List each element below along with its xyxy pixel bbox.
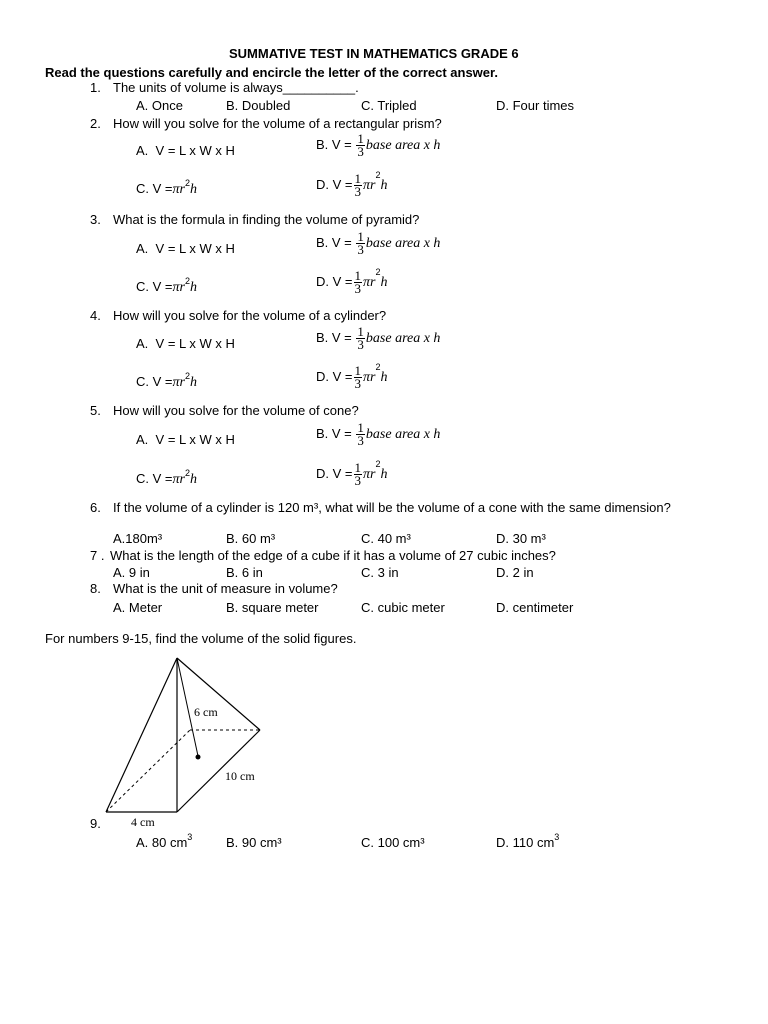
var-h: h xyxy=(380,177,388,193)
option-a[interactable] xyxy=(136,432,235,448)
var-r: r xyxy=(370,177,376,193)
option-b[interactable] xyxy=(316,326,440,351)
question-number: 3. xyxy=(90,212,101,227)
fraction-one-third xyxy=(354,173,363,198)
option-c[interactable]: C. 40 m³ xyxy=(361,531,411,546)
option-letter: C. V = xyxy=(136,181,173,196)
var-r: r xyxy=(179,182,185,197)
fraction-numerator: 1 xyxy=(357,229,364,244)
exponent: 2 xyxy=(375,267,381,277)
exponent: 2 xyxy=(375,459,381,469)
pi-symbol: π xyxy=(363,369,371,385)
option-letter: A. xyxy=(136,336,149,351)
fraction-denominator: 3 xyxy=(357,433,364,448)
option-letter: D. V = xyxy=(316,465,353,481)
instructions: Read the questions carefully and encircle the letter of the correct answer. xyxy=(45,65,498,80)
question-text: How will you solve for the volume of cone? xyxy=(113,403,359,418)
label-base: 4 cm xyxy=(131,815,155,829)
fraction-denominator: 3 xyxy=(357,337,364,352)
option-letter: A. xyxy=(136,432,149,447)
exponent: 2 xyxy=(375,170,381,180)
option-a[interactable] xyxy=(136,832,193,851)
option-b[interactable]: B. 90 cm³ xyxy=(226,835,282,850)
formula-base-area: base area x h xyxy=(365,235,441,251)
question-number: 9. xyxy=(90,816,101,831)
option-a[interactable]: A. Meter xyxy=(113,600,163,615)
option-letter: B. V = xyxy=(316,425,352,441)
option-letter: D. V = xyxy=(316,176,353,192)
question-number: 4. xyxy=(90,308,101,323)
option-a[interactable] xyxy=(136,143,235,159)
exponent: 2 xyxy=(184,276,190,286)
fraction-denominator: 3 xyxy=(354,473,361,488)
option-a[interactable]: A. Once xyxy=(136,98,183,113)
var-r: r xyxy=(179,472,185,487)
pi-symbol: π xyxy=(172,280,180,295)
exponent: 2 xyxy=(184,371,190,381)
question-number: 1. xyxy=(90,80,101,95)
question-text: What is the unit of measure in volume? xyxy=(113,581,338,596)
option-d[interactable]: D. 30 m³ xyxy=(496,531,546,546)
var-h: h xyxy=(380,274,388,290)
question-number: 6. xyxy=(90,500,101,515)
fraction-denominator: 3 xyxy=(354,281,361,296)
option-d[interactable]: D. Four times xyxy=(496,98,575,113)
fraction-numerator: 1 xyxy=(354,460,361,475)
fraction-denominator: 3 xyxy=(357,242,364,257)
formula-lwh: V = L x W x H xyxy=(155,336,235,351)
fraction-one-third xyxy=(356,422,365,447)
var-h: h xyxy=(380,369,388,385)
option-text: D. 110 cm xyxy=(496,835,555,850)
var-r: r xyxy=(370,274,376,290)
option-letter: C. V = xyxy=(136,374,173,389)
label-slant: 10 cm xyxy=(225,769,255,783)
exponent: 2 xyxy=(375,362,381,372)
pi-symbol: π xyxy=(172,375,180,390)
fraction-numerator: 1 xyxy=(357,324,364,339)
pi-symbol: π xyxy=(363,177,371,193)
option-c[interactable] xyxy=(136,178,197,198)
label-height: 6 cm xyxy=(194,705,218,719)
var-h: h xyxy=(189,375,197,390)
option-a[interactable]: A. 9 in xyxy=(113,565,150,580)
option-c[interactable]: C. Tripled xyxy=(361,98,417,113)
fraction-numerator: 1 xyxy=(357,131,364,146)
option-letter: C. V = xyxy=(136,279,173,294)
fraction-one-third xyxy=(354,365,363,390)
question-text: What is the length of the edge of a cube if it has a volume of 27 cubic inches? xyxy=(110,548,556,563)
exponent: 3 xyxy=(554,832,560,842)
option-b[interactable]: B. 60 m³ xyxy=(226,531,276,546)
option-letter: A. xyxy=(136,143,149,158)
fraction-one-third xyxy=(354,270,363,295)
question-number: 5. xyxy=(90,403,101,418)
formula-base-area: base area x h xyxy=(365,330,441,346)
option-letter: B. V = xyxy=(316,329,352,345)
option-c[interactable]: C. 3 in xyxy=(361,565,399,580)
fraction-one-third xyxy=(356,326,365,351)
fraction-one-third xyxy=(356,133,365,158)
question-number: 8. xyxy=(90,581,101,596)
option-letter: B. V = xyxy=(316,234,352,250)
question-number: 2. xyxy=(90,116,101,131)
formula-lwh: V = L x W x H xyxy=(155,143,235,158)
var-r: r xyxy=(179,280,185,295)
pi-symbol: π xyxy=(172,472,180,487)
option-letter: D. V = xyxy=(316,273,353,289)
fraction-denominator: 3 xyxy=(357,144,364,159)
fraction-one-third xyxy=(356,231,365,256)
option-a[interactable] xyxy=(136,241,235,257)
option-b[interactable]: B. 6 in xyxy=(226,565,263,580)
option-c[interactable] xyxy=(136,276,197,296)
var-h: h xyxy=(380,466,388,482)
question-text: What is the formula in finding the volume of pyramid? xyxy=(113,212,420,227)
option-c[interactable] xyxy=(136,371,197,391)
option-d[interactable]: D. centimeter xyxy=(496,600,574,615)
fraction-denominator: 3 xyxy=(354,376,361,391)
formula-base-area: base area x h xyxy=(365,137,441,153)
option-d[interactable] xyxy=(316,170,388,199)
pi-symbol: π xyxy=(363,274,371,290)
question-text: How will you solve for the volume of a rectangular prism? xyxy=(113,116,442,131)
option-d[interactable] xyxy=(316,362,388,391)
option-a[interactable] xyxy=(136,336,235,352)
var-h: h xyxy=(189,472,197,487)
question-number: 7 . xyxy=(90,548,105,563)
page-title: SUMMATIVE TEST IN MATHEMATICS GRADE 6 xyxy=(229,46,519,61)
formula-lwh: V = L x W x H xyxy=(155,432,235,447)
pyramid-figure xyxy=(100,652,300,832)
apex-foot-dot xyxy=(196,755,201,760)
var-r: r xyxy=(370,369,376,385)
option-c[interactable] xyxy=(136,468,197,488)
option-letter: C. V = xyxy=(136,471,173,486)
option-b[interactable]: B. Doubled xyxy=(226,98,291,113)
exponent: 2 xyxy=(184,468,190,478)
question-text: If the volume of a cylinder is 120 m³, what will be the volume of a cone with the same dimension? xyxy=(113,500,671,515)
fraction-numerator: 1 xyxy=(354,363,361,378)
option-c[interactable]: C. cubic meter xyxy=(361,600,445,615)
option-b[interactable] xyxy=(316,422,440,447)
pi-symbol: π xyxy=(363,466,371,482)
fraction-numerator: 1 xyxy=(357,420,364,435)
option-letter: A. xyxy=(136,241,149,256)
exponent: 2 xyxy=(184,178,190,188)
option-c[interactable]: C. 100 cm³ xyxy=(361,835,425,850)
option-d[interactable] xyxy=(316,267,388,296)
formula-lwh: V = L x W x H xyxy=(155,241,235,256)
option-b[interactable] xyxy=(316,231,440,256)
option-d[interactable]: D. 2 in xyxy=(496,565,534,580)
var-h: h xyxy=(189,182,197,197)
var-h: h xyxy=(189,280,197,295)
var-r: r xyxy=(370,466,376,482)
var-r: r xyxy=(179,375,185,390)
question-text: The units of volume is always__________. xyxy=(113,80,359,95)
fraction-denominator: 3 xyxy=(354,184,361,199)
option-b[interactable] xyxy=(316,133,440,158)
pi-symbol: π xyxy=(172,182,180,197)
option-b[interactable]: B. square meter xyxy=(226,600,319,615)
option-letter: D. V = xyxy=(316,368,353,384)
option-letter: B. V = xyxy=(316,136,352,152)
option-a[interactable]: A.180m³ xyxy=(113,531,163,546)
formula-base-area: base area x h xyxy=(365,426,441,442)
section-note: For numbers 9-15, find the volume of the solid figures. xyxy=(45,631,357,646)
option-d[interactable] xyxy=(316,459,388,488)
option-text: A. 80 cm xyxy=(136,835,188,850)
fraction-one-third xyxy=(354,462,363,487)
fraction-numerator: 1 xyxy=(354,268,361,283)
fraction-numerator: 1 xyxy=(354,171,361,186)
question-text: How will you solve for the volume of a cylinder? xyxy=(113,308,387,323)
exponent: 3 xyxy=(187,832,193,842)
option-d[interactable] xyxy=(496,832,560,851)
